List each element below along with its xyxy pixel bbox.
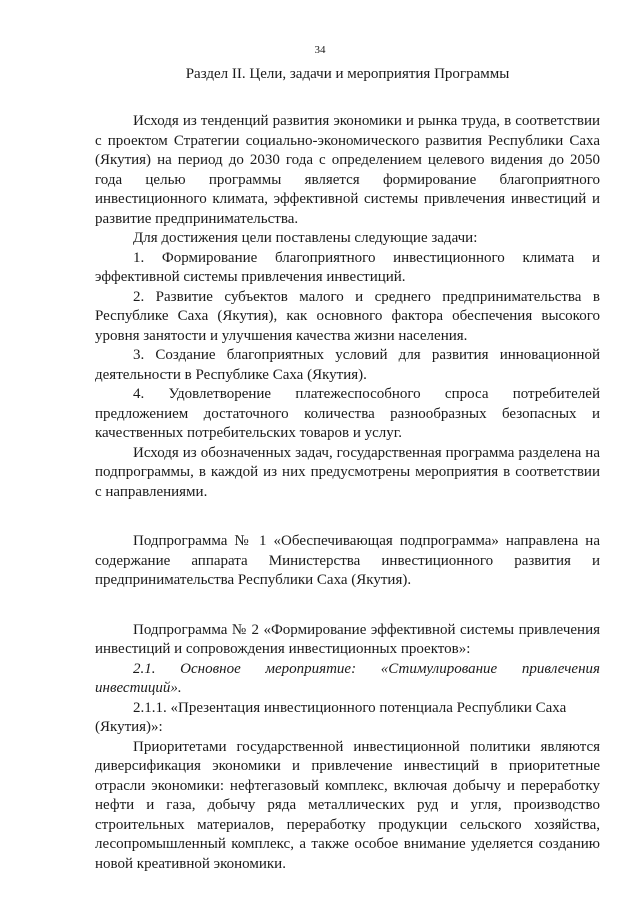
paragraph-subprogram-2: Подпрограмма № 2 «Формирование эффективной системы привлечения инвестиций и сопровождения инвестиционных проектов»: [95,621,600,657]
paragraph-subprograms: Исходя из обозначенных задач, государственная программа разделена на подпрограммы, в каждой из них предусмотрены мероприятия в соответствии с направлениями. [95,444,600,500]
paragraph-activity-2-1-1: 2.1.1. «Презентация инвестиционного потенциала Республики Саха (Якутия)»: [95,699,567,735]
paragraph-task-2: 2. Развитие субъектов малого и среднего предпринимательства в Республике Саха (Якутия), как основного фактора обеспечения высокого уровня занятости и улучшения качества жизни населения. [95,288,600,344]
paragraph-goal: Исходя из тенденций развития экономики и рынка труда, в соответствии с проектом Стратегии социально-экономического развития Республики Саха (Якутия) на период до 2030 года с определением целевого видения до 2050 года целью программы является формирование благоприятного инвестиционного климата, эффективной системы привлечения инвестиций и развитие предпринимательства. [95,113,600,227]
paragraph-subprogram-1: Подпрограмма № 1 «Обеспечивающая подпрограмма» направлена на содержание аппарата Министерства инвестиционного развития и предпринимательства Республики Саха (Якутия). [95,533,600,588]
paragraph-main-activity: 2.1. Основное мероприятие: «Стимулирование привлечения инвестиций». [95,660,600,696]
section-title: Раздел II. Цели, задачи и мероприятия Программы [185,66,510,82]
paragraph-tasks-intro: Для достижения цели поставлены следующие задачи: [133,230,478,246]
paragraph-priorities: Приоритетами государственной инвестиционной политики являются диверсификация экономики и привлечение инвестиций в приоритетные отрасли экономики: нефтегазовый комплекс, включая добычу и переработку нефти и газа, добычу ряда металлических руд и угля, производство строительных материалов, переработку продукции сельского хозяйства, лесопромышленный комплекс, а также особое внимание уделяется созданию новой креативной экономики. [95,738,600,872]
paragraph-task-4: 4. Удовлетворение платежеспособного спроса потребителей предложением достаточного количества разнообразных безопасных и качественных потребительских товаров и услуг. [95,386,600,441]
paragraph-task-1: 1. Формирование благоприятного инвестиционного климата и эффективной системы привлечения инвестиций. [95,249,600,285]
document-body [95,112,600,874]
paragraph-task-3: 3. Создание благоприятных условий для развития инновационной деятельности в Республике Саха (Якутия). [95,347,600,383]
page-number: 34 [314,44,326,56]
